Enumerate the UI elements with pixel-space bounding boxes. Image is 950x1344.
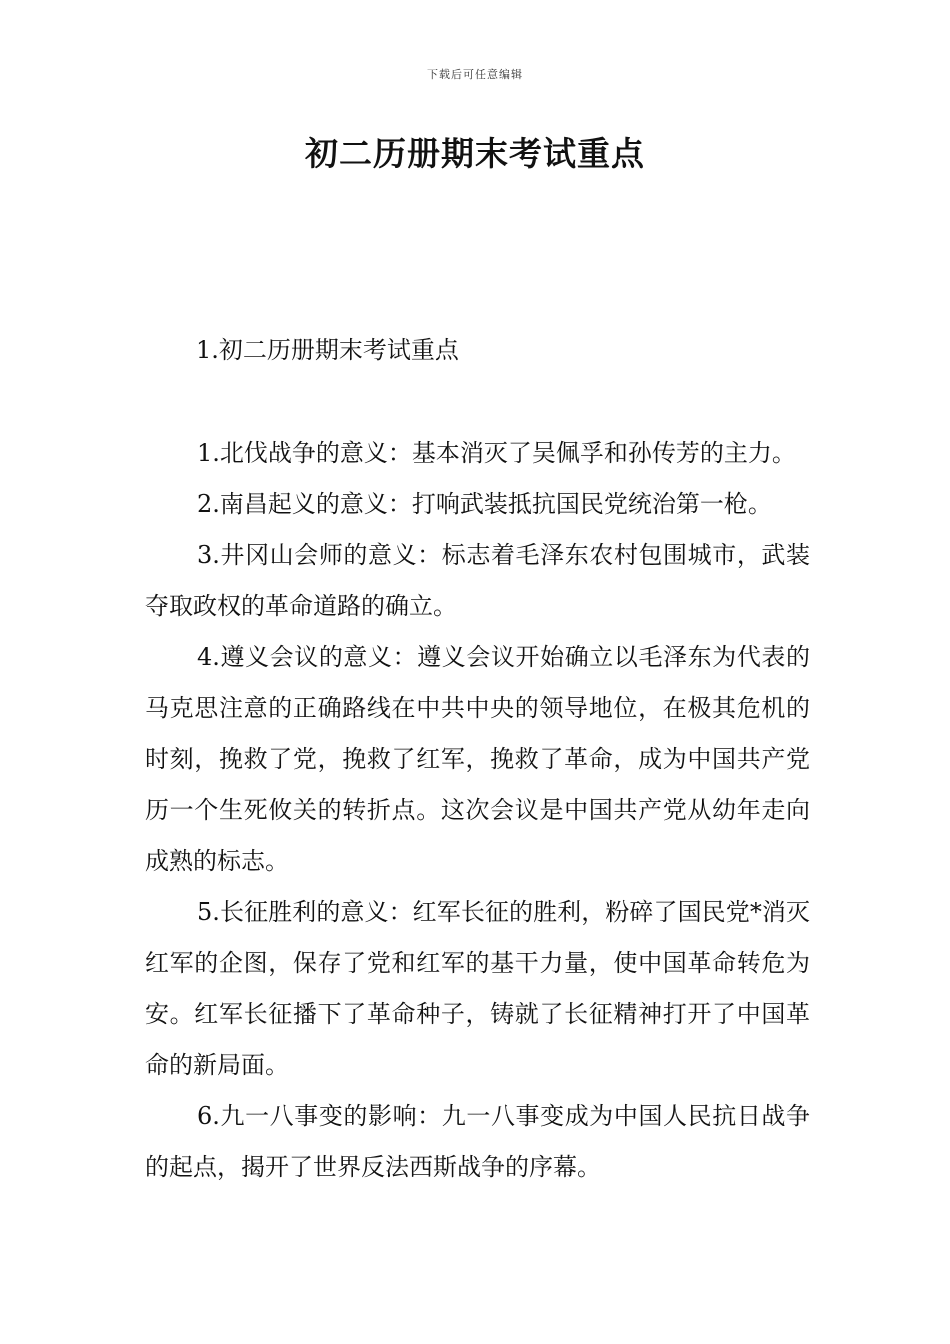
- paragraph-nanchang-uprising: 2.南昌起义的意义：打响武装抵抗国民党统治第一枪。: [197, 490, 772, 518]
- section-subheading: 1.初二历册期末考试重点: [196, 336, 459, 364]
- paragraph-jinggangshan: 3.井冈山会师的意义：标志着毛泽东农村包围城市，武装夺取政权的革命道路的确立。: [145, 541, 810, 620]
- paragraph-mukden-incident: 6.九一八事变的影响：九一八事变成为中国人民抗日战争的起点，揭开了世界反法西斯战争的序幕。: [145, 1102, 810, 1181]
- paragraph-zunyi-conference: 4.遵义会议的意义：遵义会议开始确立以毛泽东为代表的马克思注意的正确路线在中共中央的领导地位，在极其危机的时刻，挽救了党，挽救了红军，挽救了革命，成为中国共产党历一个生死攸关的转折点。这次会议是中国共产党从幼年走向成熟的标志。: [145, 643, 810, 875]
- header-note: 下载后可任意编辑: [427, 68, 523, 81]
- paragraph-long-march: 5.长征胜利的意义：红军长征的胜利，粉碎了国民党*消灭红军的企图，保存了党和红军的基干力量，使中国革命转危为安。红军长征播下了革命种子，铸就了长征精神打开了中国革命的新局面。: [145, 898, 810, 1079]
- document-title: 初二历册期末考试重点: [305, 134, 645, 173]
- paragraph-northern-expedition: 1.北伐战争的意义：基本消灭了吴佩孚和孙传芳的主力。: [197, 439, 796, 467]
- document-body: [145, 428, 810, 1193]
